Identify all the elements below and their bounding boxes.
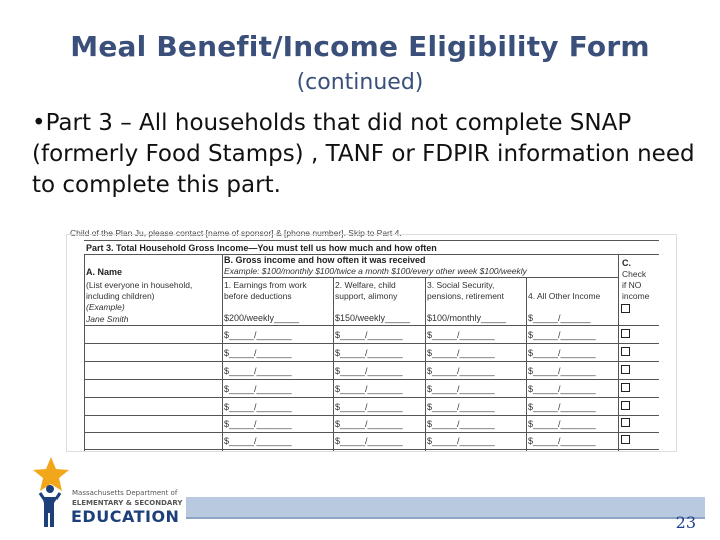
form-col-line	[425, 278, 426, 452]
section-b-heading: B. Gross income and how often it was received	[224, 255, 426, 265]
row2-checkbox	[621, 347, 630, 356]
row3-col4: $_____/_______	[528, 366, 596, 376]
form-rule	[84, 449, 659, 450]
row6-col3: $_____/_______	[427, 419, 495, 429]
col-c-ifno: if NO	[622, 280, 642, 290]
example-col2: $150/weekly_____	[335, 313, 411, 323]
section-b-example: Example: $100/monthly $100/twice a month $100/every other week $100/weekly	[224, 266, 527, 276]
form-rule	[84, 397, 659, 398]
logo-line1: Massachusetts Department of	[72, 489, 178, 497]
row1-col3: $_____/_______	[427, 330, 495, 340]
form-col-line	[618, 254, 619, 452]
row1-checkbox	[621, 329, 630, 338]
col3-line1: 3. Social Security,	[427, 280, 495, 290]
row5-col1: $_____/_______	[224, 402, 292, 412]
row2-col4: $_____/_______	[528, 348, 596, 358]
col-a-example-label: (Example)	[86, 302, 125, 312]
form-rule	[84, 325, 659, 326]
col-c-label: C.	[622, 258, 631, 268]
row6-col4: $_____/_______	[528, 419, 596, 429]
col-a-desc-2: including children)	[86, 291, 155, 301]
row3-col2: $_____/_______	[335, 366, 403, 376]
logo-line3: EDUCATION	[71, 507, 180, 526]
col-a-example-name: Jane Smith	[86, 314, 129, 324]
example-col3: $100/monthly_____	[427, 313, 507, 323]
row1-col1: $_____/_______	[224, 330, 292, 340]
form-rule	[84, 379, 659, 380]
row4-col2: $_____/_______	[335, 384, 403, 394]
footer-line	[186, 517, 705, 519]
col1-line2: before deductions	[224, 291, 292, 301]
dese-logo	[30, 455, 190, 530]
row5-col4: $_____/_______	[528, 402, 596, 412]
row6-col1: $_____/_______	[224, 419, 292, 429]
form-cut-text: Child of the Plan Ju, please contact [name of sponsor] & [phone number]. Skip to Part 4.	[70, 228, 402, 238]
col2-line2: support, alimony	[335, 291, 398, 301]
col2-line1: 2. Welfare, child	[335, 280, 396, 290]
col-c-income: income	[622, 291, 650, 301]
col-c-check: Check	[622, 269, 647, 279]
row7-col2: $_____/_______	[335, 436, 403, 446]
part3-heading: Part 3. Total Household Gross Income—You must tell us how much and how often	[86, 243, 437, 253]
row4-col4: $_____/_______	[528, 384, 596, 394]
form-rule	[84, 432, 659, 433]
form-col-line	[222, 254, 223, 452]
row4-col3: $_____/_______	[427, 384, 495, 394]
row1-col2: $_____/_______	[335, 330, 403, 340]
row3-col1: $_____/_______	[224, 366, 292, 376]
row6-checkbox	[621, 418, 630, 427]
logo-line2: ELEMENTARY & SECONDARY	[72, 499, 183, 507]
row5-checkbox	[621, 401, 630, 410]
row2-col2: $_____/_______	[335, 348, 403, 358]
form-rule	[84, 343, 659, 344]
form-rule	[222, 277, 618, 278]
example-checkbox	[621, 304, 630, 313]
footer-bar	[186, 497, 705, 517]
col-a-desc-1: (List everyone in household,	[86, 280, 193, 290]
form-col-line	[333, 278, 334, 452]
row7-col3: $_____/_______	[427, 436, 495, 446]
form-rule	[84, 415, 659, 416]
row7-col4: $_____/_______	[528, 436, 596, 446]
col4-line1: 4. All Other Income	[528, 291, 601, 301]
row1-col4: $_____/_______	[528, 330, 596, 340]
row3-checkbox	[621, 365, 630, 374]
row2-col1: $_____/_______	[224, 348, 292, 358]
row5-col3: $_____/_______	[427, 402, 495, 412]
row2-col3: $_____/_______	[427, 348, 495, 358]
row6-col2: $_____/_______	[335, 419, 403, 429]
row4-col1: $_____/_______	[224, 384, 292, 394]
page-number: 23	[675, 513, 696, 532]
row7-col1: $_____/_______	[224, 436, 292, 446]
form-col-line	[526, 278, 527, 452]
bullet-paragraph	[32, 108, 702, 201]
row7-checkbox	[621, 435, 630, 444]
example-col1: $200/weekly_____	[224, 313, 300, 323]
bullet-mark: •	[32, 110, 46, 136]
form-rule	[84, 240, 659, 241]
col1-line1: 1. Earnings from work	[224, 280, 307, 290]
form-rule	[84, 361, 659, 362]
row3-col3: $_____/_______	[427, 366, 495, 376]
row5-col2: $_____/_______	[335, 402, 403, 412]
slide-title: Meal Benefit/Income Eligibility Form	[70, 30, 650, 63]
example-col4: $_____/______	[528, 313, 591, 323]
star-person-icon	[30, 455, 72, 530]
form-image	[66, 228, 677, 452]
slide-subtitle: (continued)	[296, 70, 424, 95]
col-a-title: A. Name	[86, 267, 123, 277]
bullet-text: Part 3 – All households that did not complete SNAP (formerly Food Stamps) , TANF or FDPIR information need to complete this part.	[32, 110, 695, 198]
form-col-line	[84, 254, 85, 452]
row4-checkbox	[621, 383, 630, 392]
col3-line2: pensions, retirement	[427, 291, 505, 301]
